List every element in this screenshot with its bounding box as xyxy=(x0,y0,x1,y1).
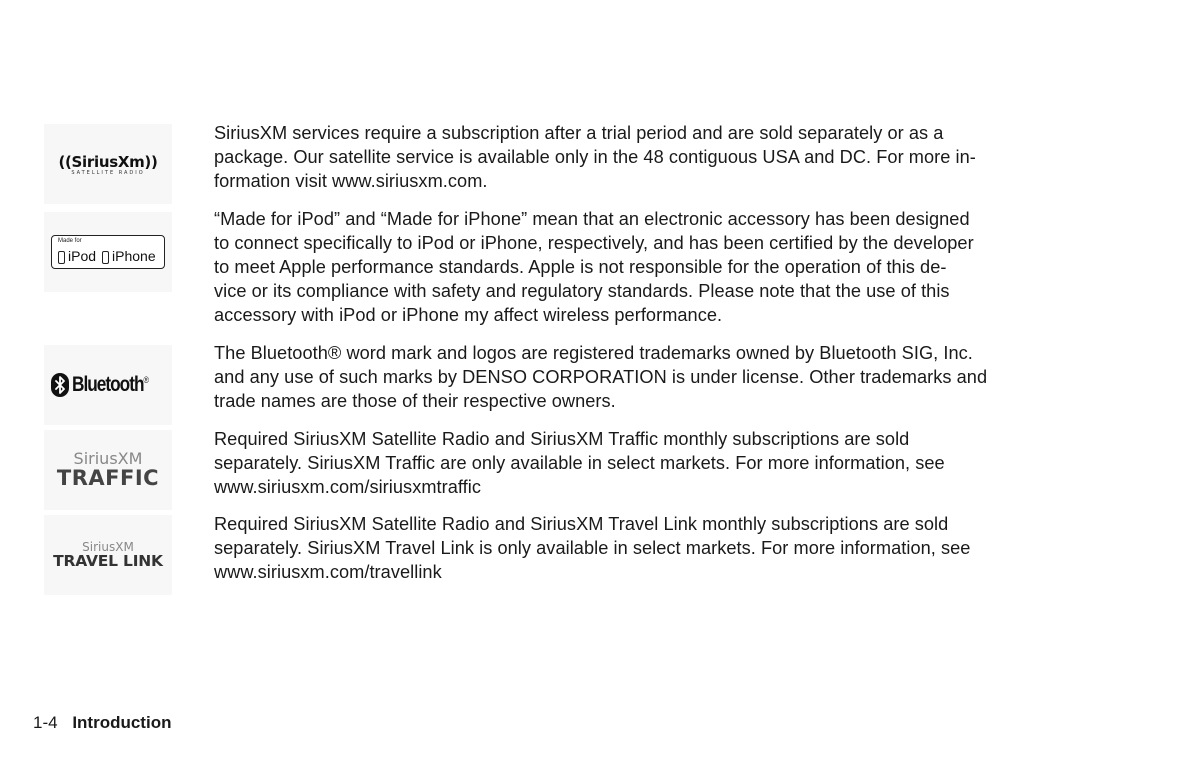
iphone-device-icon xyxy=(102,251,109,264)
ipod-iphone-badge xyxy=(51,235,165,269)
siriusxm-travel-link-logo xyxy=(44,515,172,595)
made-for-label: Made for xyxy=(58,238,82,244)
section-title: Introduction xyxy=(72,713,172,732)
traffic-paragraph xyxy=(214,427,1114,499)
paragraph-line: The Bluetooth® word mark and logos are registered trademarks owned by Bluetooth SIG, Inc. xyxy=(214,343,973,363)
siriusxm-logo xyxy=(44,124,172,204)
iphone-label: iPhone xyxy=(112,248,156,264)
paragraph-line: separately. SiriusXM Traffic are only available in select markets. For more information, see xyxy=(214,453,945,473)
paragraph-line: package. Our satellite service is available only in the 48 contiguous USA and DC. For more in- xyxy=(214,147,976,167)
paragraph-line: separately. SiriusXM Travel Link is only available in select markets. For more information, see xyxy=(214,538,971,558)
paragraph-line: SiriusXM services require a subscription after a trial period and are sold separately or as a xyxy=(214,123,944,143)
apple-paragraph xyxy=(214,207,1114,327)
made-for-ipod-iphone-logo xyxy=(44,212,172,292)
siriusxm-paragraph xyxy=(214,121,1114,193)
page-number: 1-4 xyxy=(33,713,58,732)
paragraph-line: Required SiriusXM Satellite Radio and SiriusXM Travel Link monthly subscriptions are sold xyxy=(214,514,949,534)
registered-mark: ® xyxy=(143,375,149,385)
traffic-logo-bottom: TRAFFIC xyxy=(56,466,160,490)
ipod-label: iPod xyxy=(68,248,97,264)
paragraph-line: trade names are those of their respective owners. xyxy=(214,391,616,411)
travel-link-paragraph xyxy=(214,512,1114,584)
paragraph-line: and any use of such marks by DENSO CORPORATION is under license. Other trademarks and xyxy=(214,367,988,387)
siriusxm-logo-subtext: SATELLITE RADIO xyxy=(71,169,145,176)
bluetooth-wordmark xyxy=(72,373,148,397)
siriusxm-traffic-logo xyxy=(44,430,172,510)
bluetooth-paragraph xyxy=(214,341,1114,413)
bluetooth-word: Bluetooth xyxy=(72,373,144,396)
paragraph-line: accessory with iPod or iPhone my affect wireless performance. xyxy=(214,305,723,325)
bluetooth-logo xyxy=(44,345,172,425)
travel-link-logo-bottom: TRAVEL LINK xyxy=(53,551,163,570)
paragraph-line: www.siriusxm.com/siriusxmtraffic xyxy=(214,477,482,497)
bluetooth-icon xyxy=(51,373,69,397)
paragraph-line: www.siriusxm.com/travellink xyxy=(214,562,442,582)
paragraph-line: to meet Apple performance standards. Apple is not responsible for the operation of this de- xyxy=(214,257,947,277)
ipod-device-icon xyxy=(58,251,65,264)
paragraph-line: “Made for iPod” and “Made for iPhone” mean that an electronic accessory has been designed xyxy=(214,209,970,229)
travel-link-logo-top: SiriusXM xyxy=(82,539,134,554)
paragraph-line: to connect specifically to iPod or iPhone, respectively, and has been certified by the developer xyxy=(214,233,974,253)
page-footer xyxy=(33,713,171,733)
paragraph-line: vice or its compliance with safety and regulatory standards. Please note that the use of this xyxy=(214,281,950,301)
paragraph-line: formation visit www.siriusxm.com. xyxy=(214,171,488,191)
paragraph-line: Required SiriusXM Satellite Radio and SiriusXM Traffic monthly subscriptions are sold xyxy=(214,429,910,449)
traffic-logo-top: SiriusXM xyxy=(73,449,143,468)
siriusxm-logo-text: ((SiriusXm)) xyxy=(58,152,158,171)
